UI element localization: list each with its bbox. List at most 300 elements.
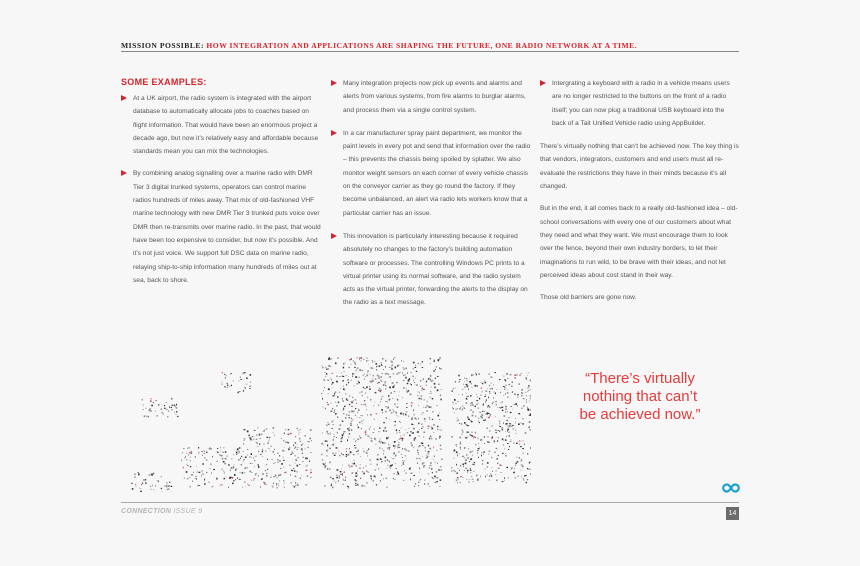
photo-speck <box>335 413 337 414</box>
photo-speck <box>507 430 508 432</box>
photo-speck <box>437 463 438 464</box>
photo-speck <box>332 382 334 384</box>
photo-speck <box>157 480 158 481</box>
photo-speck <box>360 437 362 439</box>
photo-speck <box>344 406 346 407</box>
photo-speck <box>241 456 242 457</box>
photo-speck <box>471 421 473 423</box>
photo-speck <box>375 378 376 380</box>
photo-speck <box>430 393 432 394</box>
photo-speck <box>250 439 251 440</box>
photo-speck <box>289 465 290 466</box>
photo-speck <box>329 365 330 367</box>
photo-speck <box>183 448 185 449</box>
photo-speck <box>436 405 438 406</box>
photo-speck <box>331 483 332 485</box>
photo-speck <box>529 427 530 428</box>
photo-speck <box>327 455 328 457</box>
photo-speck <box>337 469 339 471</box>
photo-speck <box>475 444 476 446</box>
photo-speck <box>354 460 355 461</box>
photo-speck <box>439 436 440 438</box>
photo-speck <box>330 477 331 479</box>
photo-speck <box>423 379 424 380</box>
photo-speck <box>487 388 488 389</box>
photo-speck <box>478 443 479 444</box>
photo-speck <box>427 410 428 411</box>
photo-speck <box>366 482 367 484</box>
photo-speck <box>419 392 420 393</box>
photo-speck <box>388 444 389 446</box>
photo-speck <box>290 433 292 435</box>
photo-speck <box>327 450 329 451</box>
photo-speck <box>398 416 399 417</box>
photo-speck <box>342 484 343 485</box>
photo-speck <box>197 485 198 486</box>
photo-speck <box>387 448 388 450</box>
photo-speck <box>521 460 522 461</box>
photo-speck <box>192 474 193 476</box>
photo-speck <box>455 387 456 388</box>
photo-speck <box>357 367 358 369</box>
photo-speck <box>418 418 419 419</box>
photo-speck <box>526 395 527 396</box>
bullet-text: At a UK airport, the radio system is integrated with the airport database to automatically allocate jobs to coaches based on flight information. That would have been an enormous project a decade ago, but now it’s relatively easy and affordable because standards mean you can mix the technologies. <box>133 95 319 156</box>
photo-speck <box>252 436 253 437</box>
photo-speck <box>433 432 434 433</box>
photo-speck <box>302 453 303 454</box>
photo-speck <box>380 442 381 443</box>
photo-speck <box>422 463 423 465</box>
photo-speck <box>374 402 375 403</box>
photo-speck <box>416 432 417 433</box>
photo-speck <box>433 371 435 372</box>
photo-speck <box>360 415 361 416</box>
photo-speck <box>283 480 284 481</box>
photo-speck <box>496 432 497 433</box>
photo-speck <box>380 480 381 482</box>
photo-speck <box>227 387 228 388</box>
photo-speck <box>482 460 483 461</box>
photo-speck <box>222 372 223 373</box>
photo-speck <box>418 485 419 486</box>
photo-speck <box>370 374 371 375</box>
photo-speck <box>272 459 273 460</box>
photo-speck <box>424 399 425 401</box>
photo-speck <box>471 383 472 385</box>
photo-speck <box>347 439 348 441</box>
photo-speck <box>361 391 362 392</box>
photo-speck <box>428 378 429 380</box>
photo-speck <box>485 382 487 384</box>
bullet-text: Many integration projects now pick up events and alarms and alerts from various systems, from fire alarms to burglar alarms, and process them via a single control system. <box>343 80 526 114</box>
photo-speck <box>151 474 152 475</box>
photo-speck <box>493 398 494 399</box>
photo-speck <box>410 372 412 373</box>
photo-speck <box>243 451 244 452</box>
photo-speck <box>390 466 391 467</box>
photo-speck <box>467 380 468 382</box>
photo-speck <box>398 452 399 453</box>
photo-speck <box>309 441 310 442</box>
photo-speck <box>386 401 387 402</box>
photo-speck <box>399 438 400 440</box>
photo-speck <box>434 456 435 457</box>
photo-speck <box>343 408 344 410</box>
photo-speck <box>158 404 160 406</box>
photo-speck <box>398 365 400 367</box>
photo-speck <box>330 434 331 435</box>
photo-speck <box>391 366 392 367</box>
photo-speck <box>197 471 198 472</box>
photo-speck <box>222 458 224 460</box>
photo-speck <box>413 362 415 364</box>
photo-speck <box>155 485 156 486</box>
photo-speck <box>522 418 523 420</box>
photo-speck <box>356 369 357 370</box>
photo-speck <box>353 454 355 455</box>
photo-speck <box>334 438 335 439</box>
photo-speck <box>404 449 406 450</box>
photo-speck <box>411 402 413 403</box>
photo-speck <box>345 480 346 481</box>
photo-speck <box>399 421 400 422</box>
photo-speck <box>478 373 480 375</box>
photo-speck <box>474 436 475 437</box>
photo-speck <box>506 467 508 468</box>
photo-speck <box>440 395 442 397</box>
photo-speck <box>385 443 386 444</box>
photo-speck <box>297 485 299 486</box>
photo-speck <box>522 389 523 390</box>
photo-speck <box>488 405 489 406</box>
photo-speck <box>302 443 303 444</box>
photo-speck <box>327 445 328 447</box>
photo-speck <box>343 480 344 481</box>
photo-speck <box>351 425 352 426</box>
photo-speck <box>427 405 428 407</box>
photo-speck <box>297 428 299 429</box>
photo-speck <box>405 456 406 457</box>
photo-speck <box>201 475 202 477</box>
photo-speck <box>357 383 358 385</box>
photo-speck <box>383 478 384 479</box>
photo-speck <box>530 474 531 475</box>
photo-speck <box>505 453 506 454</box>
photo-speck <box>153 489 154 490</box>
photo-speck <box>269 437 270 438</box>
photo-speck <box>421 398 422 399</box>
photo-speck <box>429 407 430 408</box>
photo-speck <box>161 409 162 411</box>
photo-speck <box>484 411 485 412</box>
photo-speck <box>236 469 238 470</box>
photo-speck <box>405 430 406 431</box>
photo-speck <box>342 398 343 399</box>
photo-speck <box>363 375 364 376</box>
photo-speck <box>334 480 335 481</box>
photo-speck <box>237 448 239 450</box>
photo-speck <box>359 436 360 437</box>
photo-speck <box>457 482 458 484</box>
photo-speck <box>356 403 357 404</box>
photo-speck <box>521 393 522 394</box>
photo-speck <box>385 457 387 459</box>
photo-speck <box>300 429 301 430</box>
photo-speck <box>426 385 427 386</box>
photo-speck <box>472 412 474 413</box>
photo-speck <box>267 443 269 444</box>
photo-speck <box>430 406 432 408</box>
photo-speck <box>251 453 252 455</box>
photo-speck <box>487 414 488 415</box>
photo-speck <box>506 408 507 409</box>
photo-speck <box>225 377 226 378</box>
photo-speck <box>366 430 367 431</box>
photo-speck <box>297 449 298 450</box>
photo-speck <box>386 373 387 374</box>
photo-speck <box>390 468 391 469</box>
photo-speck <box>419 429 420 430</box>
photo-speck <box>325 440 327 441</box>
photo-speck <box>273 451 275 453</box>
photo-speck <box>414 367 416 368</box>
photo-speck <box>527 391 529 392</box>
photo-speck <box>477 450 478 451</box>
photo-speck <box>192 481 193 482</box>
photo-speck <box>332 408 333 410</box>
photo-speck <box>257 443 259 444</box>
photo-speck <box>267 469 268 470</box>
photo-speck <box>244 372 246 373</box>
photo-speck <box>524 444 525 445</box>
photo-speck <box>150 400 152 402</box>
photo-speck <box>459 423 460 424</box>
photo-speck <box>491 377 493 378</box>
photo-speck <box>143 409 144 410</box>
photo-speck <box>348 437 349 438</box>
photo-speck <box>288 442 289 444</box>
photo-speck <box>515 422 516 424</box>
photo-speck <box>357 438 358 440</box>
photo-speck <box>396 412 397 413</box>
photo-speck <box>343 386 344 388</box>
photo-speck <box>422 390 423 391</box>
photo-speck <box>263 451 264 452</box>
photo-speck <box>482 383 483 384</box>
photo-speck <box>464 377 465 379</box>
photo-speck <box>372 379 373 380</box>
photo-speck <box>513 472 515 473</box>
photo-speck <box>504 387 506 389</box>
photo-speck <box>298 447 299 448</box>
photo-speck <box>468 481 469 482</box>
photo-speck <box>200 472 201 473</box>
photo-speck <box>295 482 296 484</box>
photo-speck <box>500 403 501 404</box>
photo-speck <box>497 458 498 459</box>
photo-speck <box>528 385 530 386</box>
photo-speck <box>381 398 382 400</box>
photo-speck <box>346 456 347 457</box>
photo-speck <box>523 405 524 407</box>
photo-speck <box>166 485 167 486</box>
photo-speck <box>224 386 226 387</box>
photo-speck <box>307 476 309 477</box>
photo-speck <box>499 421 500 422</box>
photo-speck <box>466 479 467 480</box>
photo-speck <box>416 385 418 386</box>
photo-speck <box>402 440 403 441</box>
photo-speck <box>264 444 265 445</box>
photo-speck <box>254 430 256 431</box>
photo-speck <box>196 478 197 479</box>
photo-speck <box>238 453 239 454</box>
photo-speck <box>470 395 472 396</box>
photo-speck <box>430 363 432 364</box>
photo-speck <box>300 432 301 433</box>
photo-speck <box>466 378 468 379</box>
photo-speck <box>505 406 507 408</box>
photo-speck <box>493 385 494 386</box>
photo-speck <box>161 412 163 413</box>
photo-speck <box>246 384 248 385</box>
photo-speck <box>393 373 394 374</box>
photo-speck <box>262 473 264 475</box>
photo-speck <box>439 438 440 439</box>
photo-speck <box>478 407 479 408</box>
photo-speck <box>366 452 367 454</box>
photo-speck <box>176 407 177 409</box>
photo-speck <box>414 486 415 487</box>
photo-speck <box>484 436 485 438</box>
photo-speck <box>462 389 464 390</box>
photo-speck <box>321 443 323 445</box>
photo-speck <box>413 475 415 476</box>
photo-speck <box>347 486 348 487</box>
photo-speck <box>356 451 358 452</box>
photo-speck <box>476 404 478 405</box>
photo-speck <box>364 388 365 389</box>
photo-speck <box>492 437 493 438</box>
photo-speck <box>358 381 360 382</box>
photo-speck <box>521 464 523 465</box>
photo-speck <box>151 405 153 407</box>
photo-speck <box>294 470 295 471</box>
photo-speck <box>242 472 243 473</box>
photo-speck <box>453 470 455 471</box>
photo-speck <box>239 391 240 392</box>
photo-speck <box>247 455 248 456</box>
photo-speck <box>171 409 173 410</box>
photo-speck <box>508 477 509 478</box>
photo-speck <box>511 386 513 387</box>
photo-speck <box>431 380 432 382</box>
photo-speck <box>374 361 375 362</box>
photo-speck <box>500 423 501 424</box>
photo-speck <box>481 387 482 389</box>
photo-speck <box>470 451 471 452</box>
photo-speck <box>471 375 473 376</box>
photo-speck <box>190 486 191 488</box>
photo-speck <box>211 472 212 474</box>
photo-speck <box>362 485 363 487</box>
photo-speck <box>491 475 492 476</box>
photo-speck <box>479 447 480 448</box>
photo-speck <box>402 367 404 368</box>
photo-speck <box>226 477 227 478</box>
photo-speck <box>150 398 151 399</box>
photo-speck <box>242 487 243 489</box>
photo-speck <box>394 447 395 448</box>
photo-speck <box>526 378 527 379</box>
photo-speck <box>230 470 231 472</box>
photo-speck <box>492 471 493 472</box>
photo-speck <box>246 377 248 379</box>
photo-speck <box>376 464 377 466</box>
photo-speck <box>369 436 370 437</box>
photo-speck <box>334 434 335 435</box>
photo-speck <box>456 464 457 466</box>
photo-speck <box>388 407 389 409</box>
photo-speck <box>321 393 322 394</box>
photo-speck <box>525 432 527 434</box>
photo-speck <box>515 477 517 478</box>
publication-name: CONNECTION <box>121 508 172 515</box>
photo-speck <box>342 473 343 474</box>
photo-speck <box>394 421 396 422</box>
photo-speck <box>417 431 419 433</box>
photo-speck <box>346 451 347 452</box>
photo-speck <box>243 390 244 391</box>
photo-speck <box>157 415 158 417</box>
photo-speck <box>370 427 372 428</box>
photo-speck <box>306 485 307 486</box>
photo-speck <box>164 408 166 409</box>
photo-speck <box>349 404 350 405</box>
photo-speck <box>409 428 410 429</box>
photo-speck <box>169 406 170 408</box>
photo-speck <box>369 438 370 439</box>
photo-speck <box>342 465 343 466</box>
photo-speck <box>498 468 500 469</box>
photo-speck <box>389 419 390 420</box>
photo-speck <box>302 461 303 462</box>
photo-speck <box>395 456 396 457</box>
photo-speck <box>365 431 367 433</box>
photo-speck <box>488 397 489 399</box>
photo-speck <box>278 483 279 485</box>
photo-speck <box>457 477 459 478</box>
photo-speck <box>352 472 353 473</box>
photo-speck <box>349 411 350 412</box>
photo-speck <box>491 457 492 459</box>
photo-speck <box>147 416 148 417</box>
photo-speck <box>329 357 330 358</box>
photo-speck <box>220 447 221 448</box>
photo-speck <box>411 405 412 406</box>
photo-speck <box>521 373 522 374</box>
photo-speck <box>460 476 462 477</box>
photo-speck <box>264 482 265 483</box>
photo-speck <box>266 475 268 477</box>
photo-speck <box>167 482 168 483</box>
photo-speck <box>335 391 336 392</box>
photo-speck <box>404 460 406 461</box>
photo-speck <box>247 449 248 450</box>
photo-speck <box>389 466 390 467</box>
photo-speck <box>171 398 172 400</box>
